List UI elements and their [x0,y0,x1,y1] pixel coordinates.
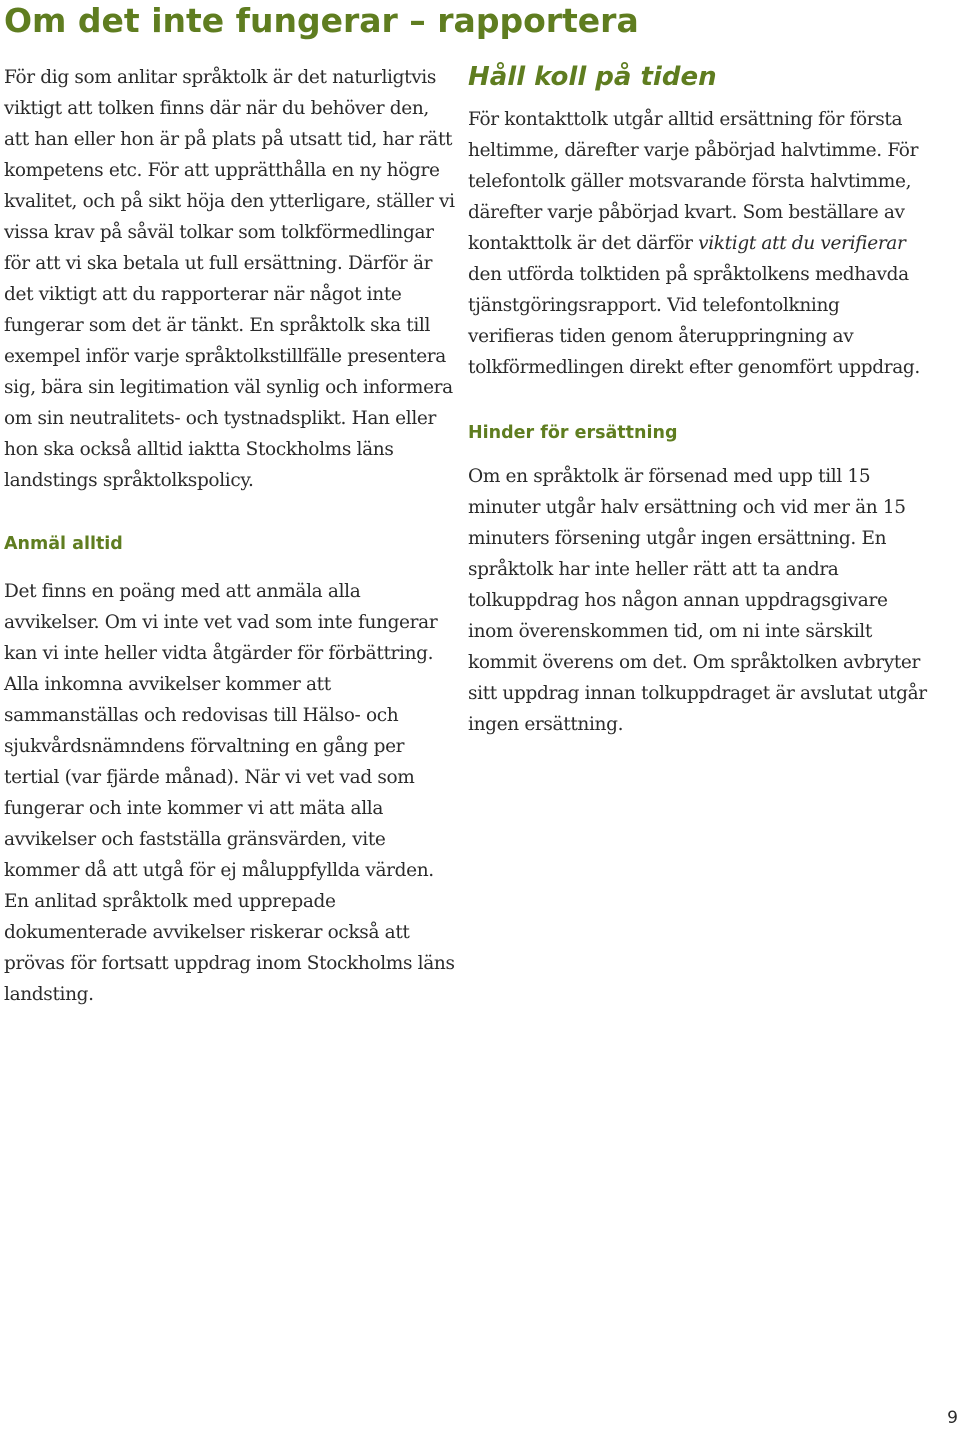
time-paragraph-part2: den utförda tolktiden på språktolkens medhavda tjänstgöringsrapport. Vid telefontolkning verifieras tiden genom återuppringning av tolkförmedlingen direkt efter genomfört uppdrag. [468,264,920,378]
right-column [468,58,928,740]
page-number: 9 [947,1408,958,1428]
left-column [4,62,456,1010]
time-paragraph [468,104,928,383]
intro-paragraph: För dig som anlitar språktolk är det naturligtvis viktigt att tolken finns där när du behöver den, att han eller hon är på plats på utsatt tid, har rätt kompetens etc. För att upprätthålla en ny högre kvalitet, och på sikt höja den ytterligare, ställer vi vissa krav på såväl tolkar som tolkförmedlingar för att vi ska betala ut full ersättning. Därför är det viktigt att du rapporterar när något inte fungerar som det är tänkt. En språktolk ska till exempel inför varje språktolkstillfälle presentera sig, bära sin legitimation väl synlig och informera om sin neutralitets- och tystnadsplikt. Han eller hon ska också alltid iaktta Stockholms läns landstings språktolkspolicy. [4,67,455,491]
hall-koll-subheading: Håll koll på tiden [468,62,717,92]
anmal-paragraph: Det finns en poäng med att anmäla alla avvikelser. Om vi inte vet vad som inte fungerar kan vi inte heller vidta åtgärder för förbättring. Alla inkomna avvikelser kommer att sammanställas och redovisas till Hälso- och sjukvårdsnämndens förvaltning en gång per tertial (var fjärde månad). När vi vet vad som fungerar och inte kommer vi att mäta alla avvikelser och fastställa gränsvärden, vite kommer då att utgå för ej måluppfyllda värden. En anlitad språktolk med upprepade dokumenterade avvikelser riskerar också att prövas för fortsatt uppdrag inom Stockholms läns landsting. [4,581,455,1005]
time-paragraph-emphasis: viktigt att du verifierar [698,233,906,254]
page-title: Om det inte fungerar – rapportera [4,1,639,40]
time-paragraph-part1: För kontakttolk utgår alltid ersättning för första heltimme, därefter varje påbörjad halvtimme. För telefontolk gäller motsvarande första halvtimme, därefter varje påbörjad kvart. Som beställare av kontakttolk är det därför [468,109,919,254]
anmal-alltid-heading: Anmäl alltid [4,534,123,554]
hinder-paragraph: Om en språktolk är försenad med upp till 15 minuter utgår halv ersättning och vid mer än 15 minuters försening utgår ingen ersättning. En språktolk har inte heller rätt att ta andra tolkuppdrag hos någon annan uppdragsgivare inom överenskommen tid, om ni inte särskilt kommit överens om det. Om språktolken avbryter sitt uppdrag innan tolkuppdraget är avslutat utgår ingen ersättning. [468,466,927,735]
hinder-heading: Hinder för ersättning [468,423,678,443]
